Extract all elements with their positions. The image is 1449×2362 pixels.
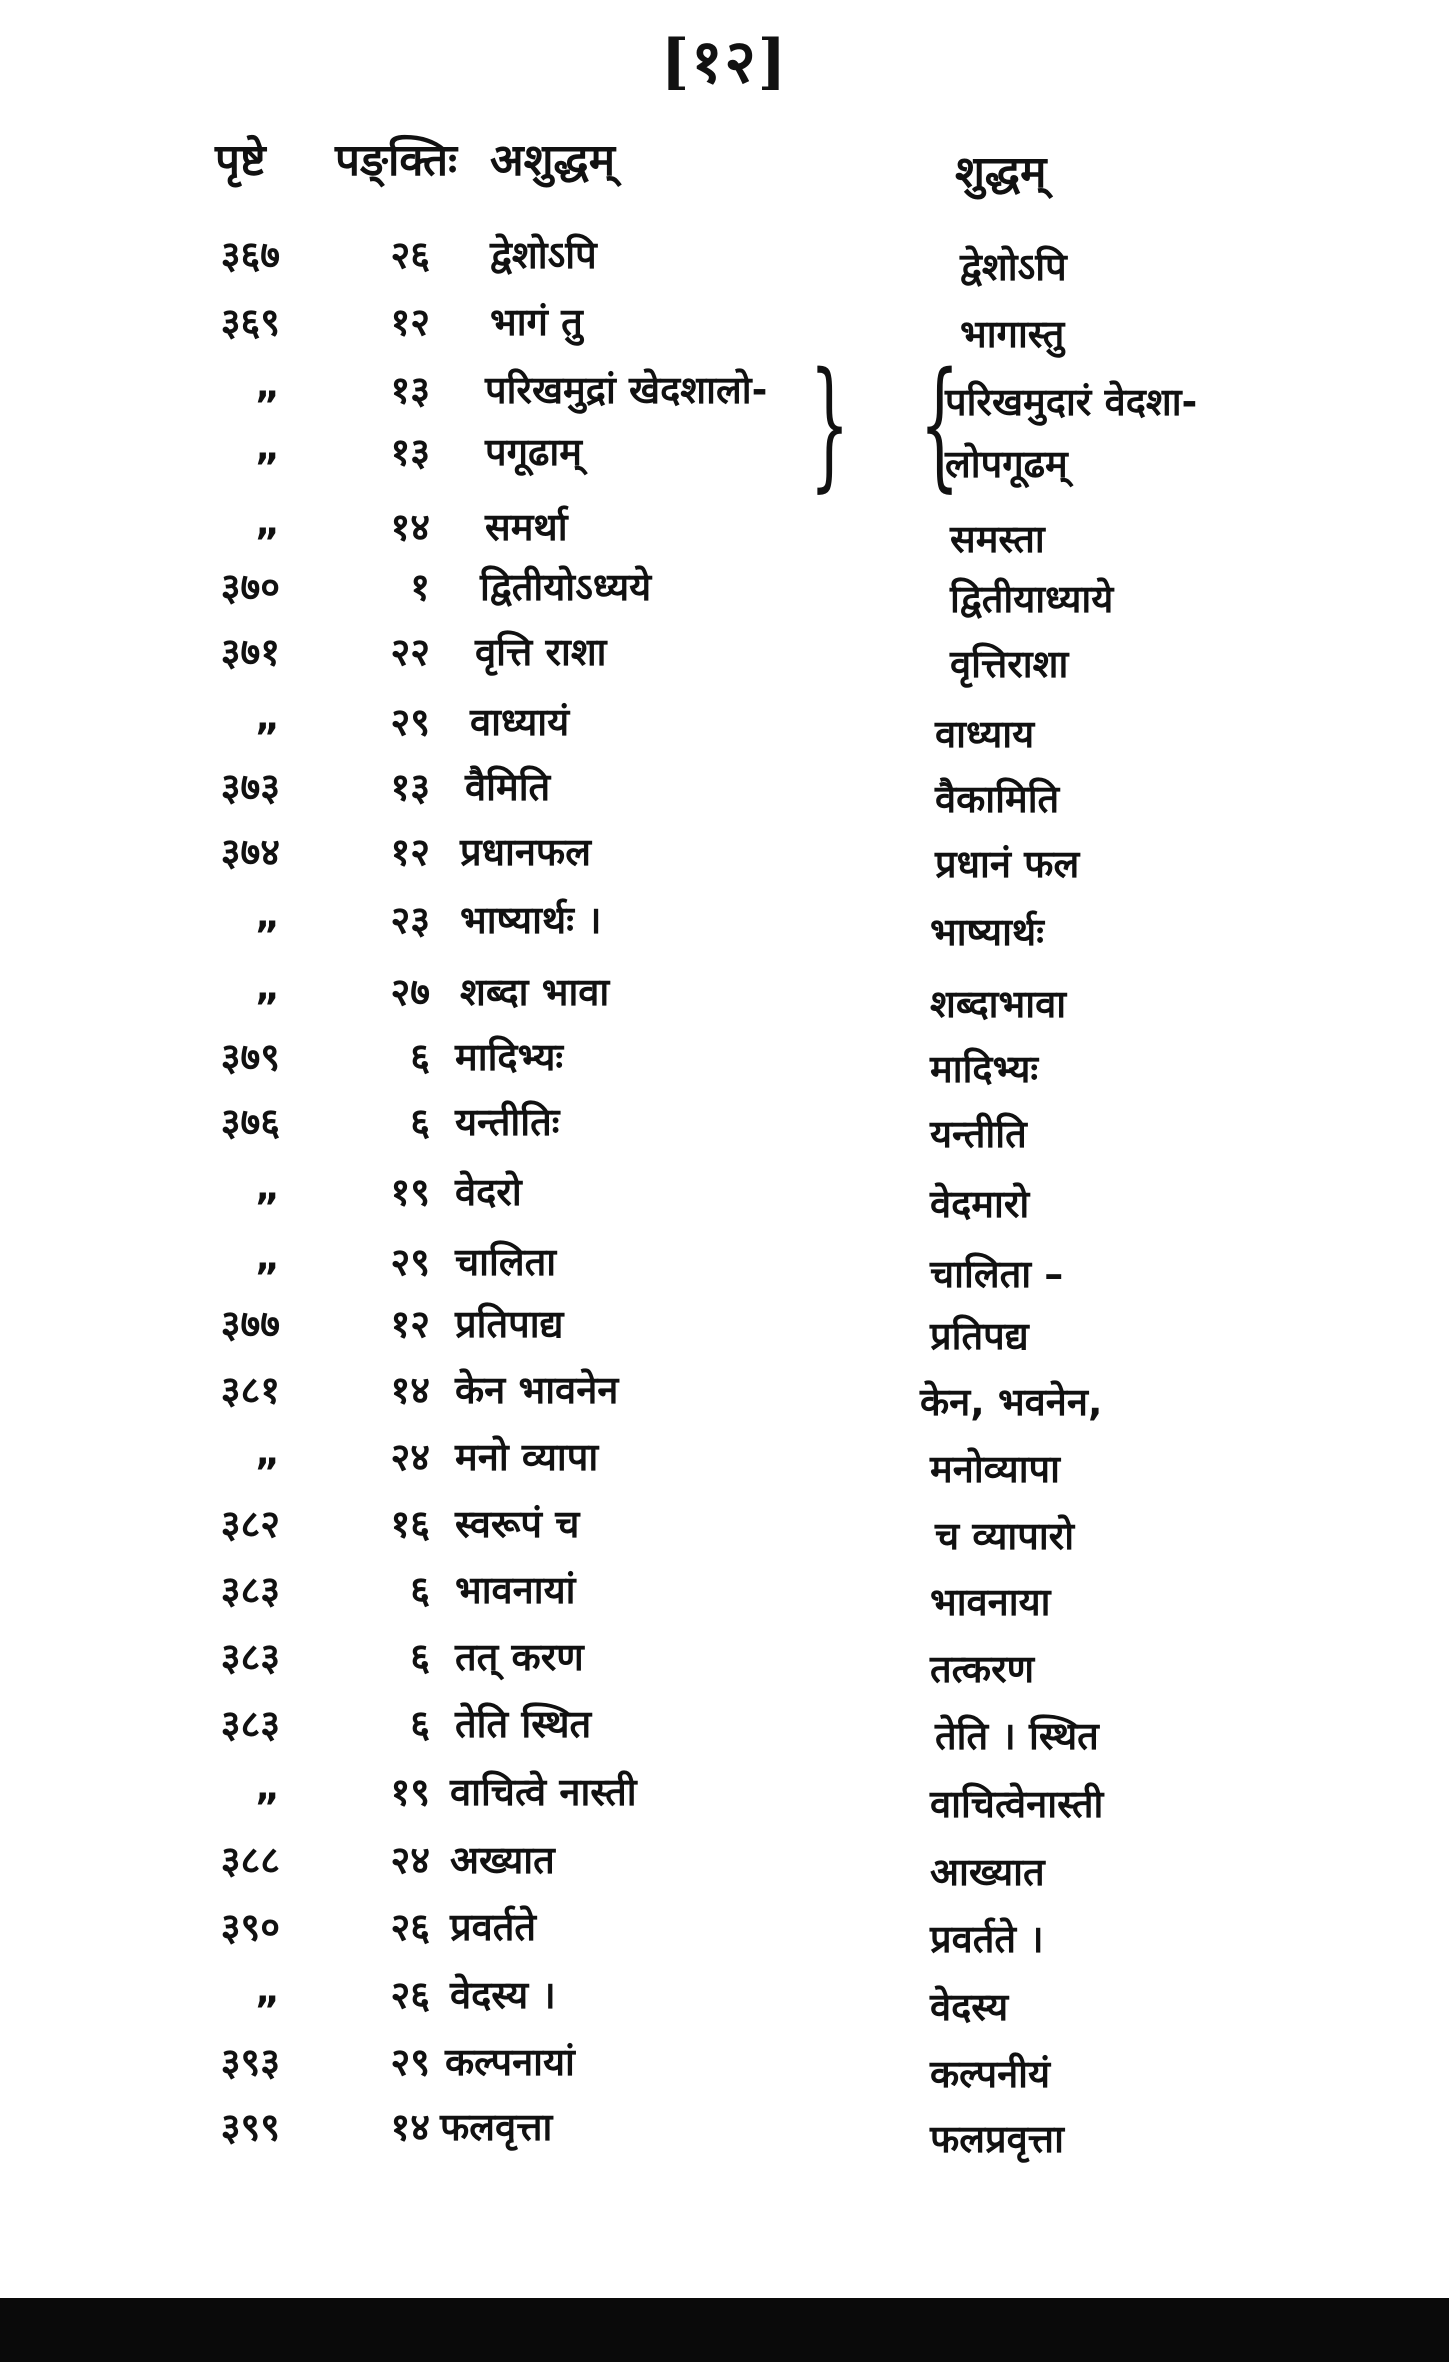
- bottom-border: [0, 2298, 1449, 2362]
- row-correct: आख्यात: [930, 1850, 1045, 1894]
- row-page: ३७१: [220, 630, 280, 674]
- row-line: १९: [390, 1170, 430, 1214]
- row-page: ३९३: [220, 2040, 280, 2084]
- row-line: २७: [390, 970, 430, 1014]
- row-correct: केन, भवनेन,: [920, 1380, 1103, 1424]
- row-correct: चालिता –: [930, 1252, 1064, 1296]
- row-incorrect: वाध्यायं: [470, 700, 570, 744]
- row-correct: वेदमारो: [930, 1182, 1030, 1226]
- row-incorrect: वेदरो: [455, 1170, 522, 1214]
- row-page: ३७०: [220, 565, 280, 609]
- row-incorrect: भावनायां: [455, 1568, 576, 1612]
- row-page: ३९०: [220, 1905, 280, 1949]
- row-incorrect: प्रवर्तते: [450, 1905, 537, 1949]
- row-incorrect: तेति स्थित: [455, 1702, 592, 1746]
- row-correct: फलप्रवृत्ता: [930, 2117, 1064, 2161]
- row-correct: द्वितीयाध्याये: [950, 577, 1114, 621]
- row-correct: वैकामिति: [935, 777, 1060, 821]
- row-page: ३८१: [220, 1368, 280, 1412]
- row-line: २६: [390, 233, 430, 277]
- row-line: १२: [390, 1302, 430, 1346]
- row-incorrect: प्रधानफल: [460, 830, 591, 874]
- row-incorrect: वाचित्वे नास्ती: [450, 1770, 637, 1814]
- row-incorrect: स्वरूपं च: [455, 1502, 580, 1546]
- row-correct: वेदस्य: [930, 1985, 1009, 2029]
- header-correct: शुद्धम्: [955, 147, 1047, 198]
- row-correct: प्रतिपद्य: [930, 1314, 1029, 1358]
- row-incorrect: अख्यात: [450, 1838, 555, 1882]
- row-line: १४: [390, 1368, 430, 1412]
- row-line: १३: [390, 765, 430, 809]
- row-correct: यन्तीति: [930, 1112, 1027, 1156]
- row-page: ३७७: [220, 1302, 280, 1346]
- row-correct: भागास्तु: [960, 312, 1065, 356]
- row-incorrect: द्वितीयोऽध्यये: [480, 565, 652, 609]
- row-line: २९: [390, 700, 430, 744]
- row-incorrect: मनो व्यापा: [455, 1435, 599, 1479]
- row-line: ६: [410, 1035, 430, 1079]
- row-page: „: [255, 500, 280, 544]
- row-incorrect: वृत्ति राशा: [475, 630, 607, 674]
- row-line: १२: [390, 300, 430, 344]
- row-page: „: [255, 893, 280, 937]
- row-page: ३८२: [220, 1502, 280, 1546]
- row-page: ३७९: [220, 1035, 280, 1079]
- row-correct: समस्ता: [950, 517, 1045, 561]
- row-page: „: [255, 425, 280, 469]
- row-page: „: [255, 1968, 280, 2012]
- row-line: २६: [390, 1973, 430, 2017]
- row-correct: वाचित्वेनास्ती: [930, 1782, 1104, 1826]
- row-incorrect: भागं तु: [490, 300, 583, 344]
- row-incorrect: वेदस्य ।: [450, 1973, 556, 2017]
- row-incorrect: केन भावनेन: [455, 1368, 619, 1412]
- row-page: ३६७: [220, 233, 280, 277]
- row-line: २३: [390, 898, 430, 942]
- row-line: २४: [390, 1838, 430, 1882]
- row-page: ३८३: [220, 1702, 280, 1746]
- row-line: २९: [390, 2040, 430, 2084]
- row-incorrect: पगूढाम्: [485, 430, 582, 474]
- header-page: पृष्टे: [215, 135, 266, 186]
- row-incorrect: शब्दा भावा: [460, 970, 610, 1014]
- row-page: ३८३: [220, 1568, 280, 1612]
- row-correct: कल्पनीयं: [930, 2052, 1051, 2096]
- row-line: १६: [390, 1502, 430, 1546]
- row-incorrect: समर्था: [485, 505, 568, 549]
- row-correct: भावनाया: [930, 1580, 1051, 1624]
- row-line: १९: [390, 1770, 430, 1814]
- row-incorrect: द्वेशोऽपि: [490, 233, 597, 277]
- row-line: २९: [390, 1240, 430, 1284]
- row-page: ३८३: [220, 1635, 280, 1679]
- row-line: २६: [390, 1905, 430, 1949]
- row-page: „: [255, 1430, 280, 1474]
- row-correct: प्रधानं फल: [935, 842, 1080, 886]
- left-bracket-brace: }: [809, 343, 850, 506]
- row-line: ६: [410, 1702, 430, 1746]
- row-incorrect: मादिभ्यः: [455, 1035, 564, 1079]
- row-incorrect: यन्तीतिः: [455, 1100, 560, 1144]
- row-line: १३: [390, 430, 430, 474]
- row-correct: वाध्याय: [935, 712, 1035, 756]
- row-page: ३७६: [220, 1100, 280, 1144]
- right-bracket-brace: {: [919, 343, 960, 506]
- row-correct: मादिभ्यः: [930, 1047, 1039, 1091]
- row-page: „: [255, 695, 280, 739]
- row-correct: तेति । स्थित: [935, 1714, 1099, 1758]
- row-correct: परिखमुदारं वेदशा-: [945, 380, 1198, 424]
- row-incorrect: भाष्यार्थः ।: [460, 898, 602, 942]
- row-line: २२: [390, 630, 430, 674]
- row-incorrect: फलवृत्ता: [440, 2105, 553, 2149]
- row-correct: वृत्तिराशा: [950, 642, 1069, 686]
- row-page: ३६९: [220, 300, 280, 344]
- row-page: „: [255, 965, 280, 1009]
- row-page: „: [255, 1165, 280, 1209]
- page-number: [१२]: [660, 27, 789, 97]
- row-line: १२: [390, 830, 430, 874]
- row-correct: च व्यापारो: [935, 1514, 1075, 1558]
- row-line: १४: [390, 2105, 430, 2149]
- row-line: १४: [390, 505, 430, 549]
- row-line: २४: [390, 1435, 430, 1479]
- row-line: १३: [390, 368, 430, 412]
- row-line: ६: [410, 1568, 430, 1612]
- row-page: ३९९: [220, 2105, 280, 2149]
- row-correct: प्रवर्तते ।: [930, 1917, 1044, 1961]
- row-page: ३७४: [220, 830, 280, 874]
- row-line: १: [410, 565, 430, 609]
- row-line: ६: [410, 1635, 430, 1679]
- row-page: ३८८: [220, 1838, 280, 1882]
- row-incorrect: परिखमुद्रां खेदशालो-: [485, 368, 768, 412]
- header-incorrect: अशुद्धम्: [490, 135, 616, 186]
- row-page: „: [255, 1235, 280, 1279]
- row-incorrect: कल्पनायां: [445, 2040, 575, 2084]
- row-line: ६: [410, 1100, 430, 1144]
- row-page: „: [255, 363, 280, 407]
- row-correct: लोपगूढम्: [945, 442, 1068, 486]
- row-correct: द्वेशोऽपि: [960, 245, 1067, 289]
- row-correct: मनोव्यापा: [930, 1447, 1060, 1491]
- row-page: „: [255, 1765, 280, 1809]
- row-incorrect: वैमिति: [465, 765, 551, 809]
- row-incorrect: तत् करण: [455, 1635, 584, 1679]
- row-correct: तत्करण: [930, 1647, 1035, 1691]
- row-correct: भाष्यार्थः: [930, 910, 1044, 954]
- row-incorrect: प्रतिपाद्य: [455, 1302, 564, 1346]
- header-line: पङ्क्तिः: [335, 135, 457, 186]
- row-incorrect: चालिता: [455, 1240, 557, 1284]
- row-page: ३७३: [220, 765, 280, 809]
- row-correct: शब्दाभावा: [930, 982, 1067, 1026]
